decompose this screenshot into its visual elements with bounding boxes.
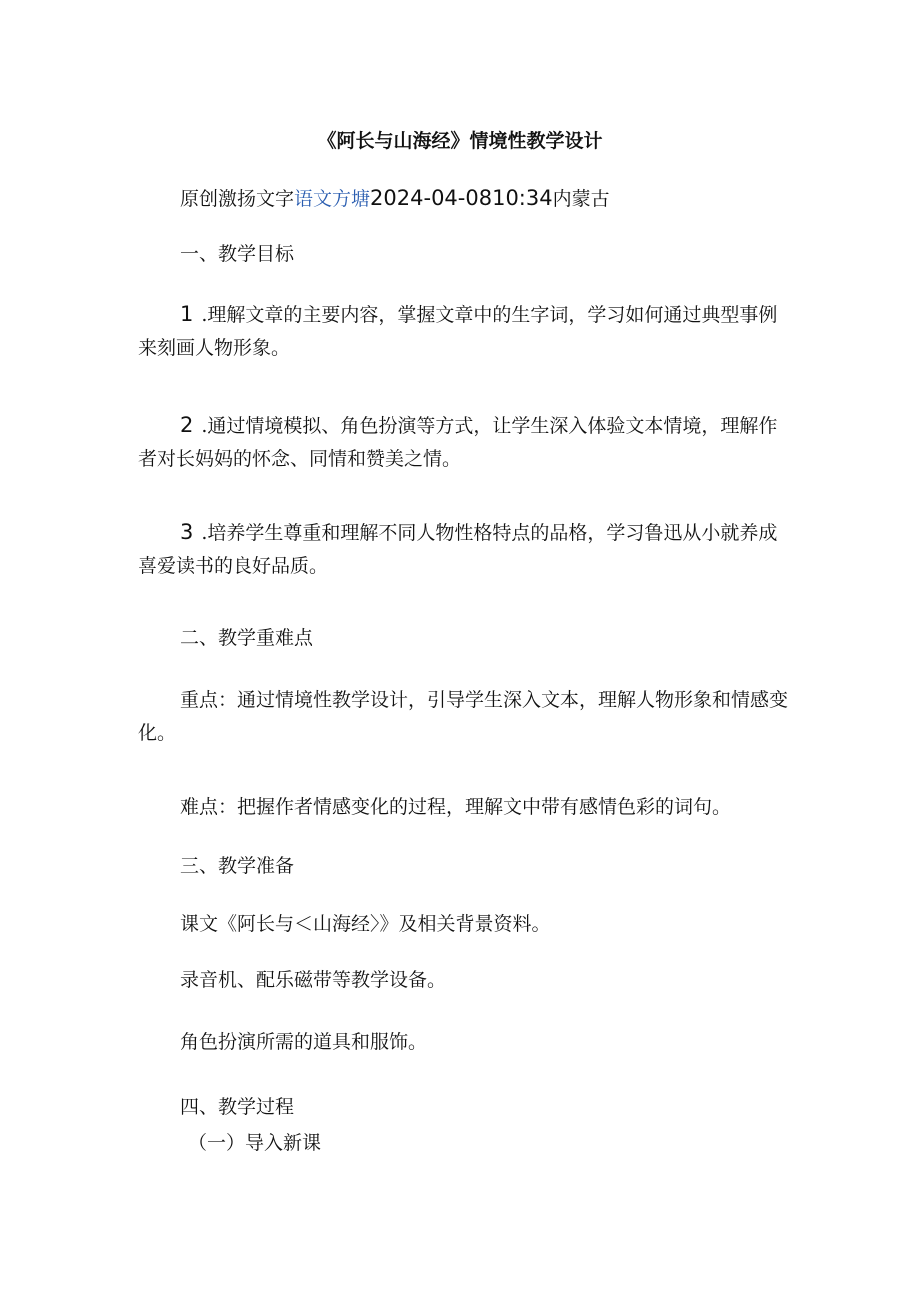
section-heading-goals: 一、教学目标: [180, 243, 295, 265]
publish-datetime: 2024-04-0810:34: [370, 186, 553, 210]
goal-text: .通过情境模拟、角色扮演等方式，让学生深入体验文本情境，理解作者对长妈妈的怀念、同情和赞美之情。: [138, 415, 778, 470]
goal-item-2: [138, 409, 788, 476]
goal-text: .理解文章的主要内容，掌握文章中的生字词，学习如何通过典型事例来刻画人物形象。: [138, 304, 778, 359]
document-title: 《阿长与山海经》情境性教学设计: [317, 130, 603, 152]
goal-number: 3: [180, 520, 194, 544]
subsection-heading-intro: （一）导入新课: [188, 1132, 322, 1154]
section-heading-key-points: 二、教学重难点: [180, 627, 314, 649]
section-heading-process: 四、教学过程: [180, 1096, 295, 1118]
key-point-text: 重点：通过情境性教学设计，引导学生深入文本，理解人物形象和情感变化。: [138, 689, 789, 744]
prep-item-1: 课文《阿长与＜山海经〉》及相关背景资料。: [180, 913, 551, 935]
account-link[interactable]: 语文方塘: [294, 188, 371, 210]
original-tag: 原创: [180, 188, 219, 210]
prep-item-2: 录音机、配乐磁带等教学设备。: [180, 969, 447, 991]
publish-location: 内蒙古: [552, 188, 610, 210]
article-meta: [180, 185, 790, 212]
key-point-paragraph: [138, 684, 788, 750]
goal-number: 1: [180, 302, 194, 326]
goal-item-1: [138, 298, 788, 365]
section-heading-preparation: 三、教学准备: [180, 855, 295, 877]
goal-number: 2: [180, 413, 194, 437]
goal-text: .培养学生尊重和理解不同人物性格特点的品格，学习鲁迅从小就养成喜爱读书的良好品质。: [138, 522, 778, 577]
prep-item-3: 角色扮演所需的道具和服饰。: [180, 1031, 428, 1053]
difficult-point-paragraph: 难点：把握作者情感变化的过程，理解文中带有感情色彩的词句。: [180, 796, 732, 818]
author-name: 激扬文字: [218, 188, 295, 210]
goal-item-3: [138, 516, 788, 583]
